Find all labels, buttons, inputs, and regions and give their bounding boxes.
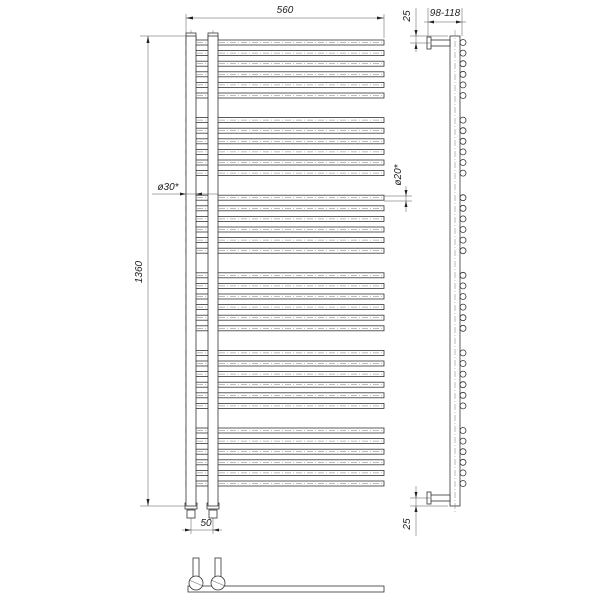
- tube-end: [460, 392, 466, 398]
- depth-label: 98-118: [429, 8, 461, 19]
- tube-diameter-callout: [384, 163, 412, 212]
- tube-end: [460, 160, 466, 166]
- tube-ends: [460, 40, 466, 487]
- tube-end: [460, 304, 466, 310]
- tube-end: [460, 470, 466, 476]
- tube-end: [460, 93, 466, 99]
- tube-end: [460, 216, 466, 222]
- tube-end: [460, 71, 466, 77]
- tube-end: [460, 128, 466, 134]
- pipe-diameter-label: ø30*: [157, 182, 179, 193]
- bottom-offset-dimension: [402, 486, 448, 536]
- tube-end: [460, 315, 466, 321]
- tube-end: [460, 283, 466, 289]
- connection-spacing-dimension: [182, 510, 222, 534]
- tube-end: [460, 195, 466, 201]
- tube-end: [460, 82, 466, 88]
- bottom-offset-label: 25: [402, 518, 413, 530]
- tube-end: [460, 237, 466, 243]
- tube-end: [460, 294, 466, 300]
- right-collector: [208, 36, 218, 506]
- width-label: 560: [276, 5, 294, 16]
- tube-end: [460, 149, 466, 155]
- tube-diameter-label: ø20*: [393, 164, 404, 186]
- tube-end: [460, 481, 466, 487]
- depth-dimension: [424, 8, 466, 36]
- top-offset-label: 25: [402, 10, 413, 22]
- tube-end: [460, 361, 466, 367]
- tube-end: [460, 40, 466, 46]
- tube-end: [460, 272, 466, 278]
- tube-end: [460, 50, 466, 56]
- height-dimension: [134, 36, 190, 506]
- tube-end: [460, 382, 466, 388]
- tube-end: [460, 438, 466, 444]
- tube-end: [460, 227, 466, 233]
- spacing-label: 50: [200, 518, 212, 529]
- tube-end: [460, 205, 466, 211]
- tube-end: [460, 138, 466, 144]
- height-label: 1360: [134, 260, 145, 284]
- side-collector: [450, 36, 460, 506]
- tube-end: [460, 248, 466, 254]
- tube-end: [460, 403, 466, 409]
- left-collector: [186, 36, 196, 506]
- tube-end: [460, 117, 466, 123]
- bottom-view: [188, 558, 384, 592]
- side-view: [427, 30, 466, 512]
- tube-end: [460, 459, 466, 465]
- tube-end: [460, 371, 466, 377]
- tube-end: [460, 428, 466, 434]
- front-view: [185, 30, 384, 512]
- tube-end: [460, 350, 466, 356]
- bottom-bracket: [430, 495, 450, 501]
- tube-end: [460, 449, 466, 455]
- top-bracket: [430, 40, 450, 46]
- tube-end: [460, 170, 466, 176]
- tube-end: [460, 325, 466, 331]
- tube-end: [460, 61, 466, 67]
